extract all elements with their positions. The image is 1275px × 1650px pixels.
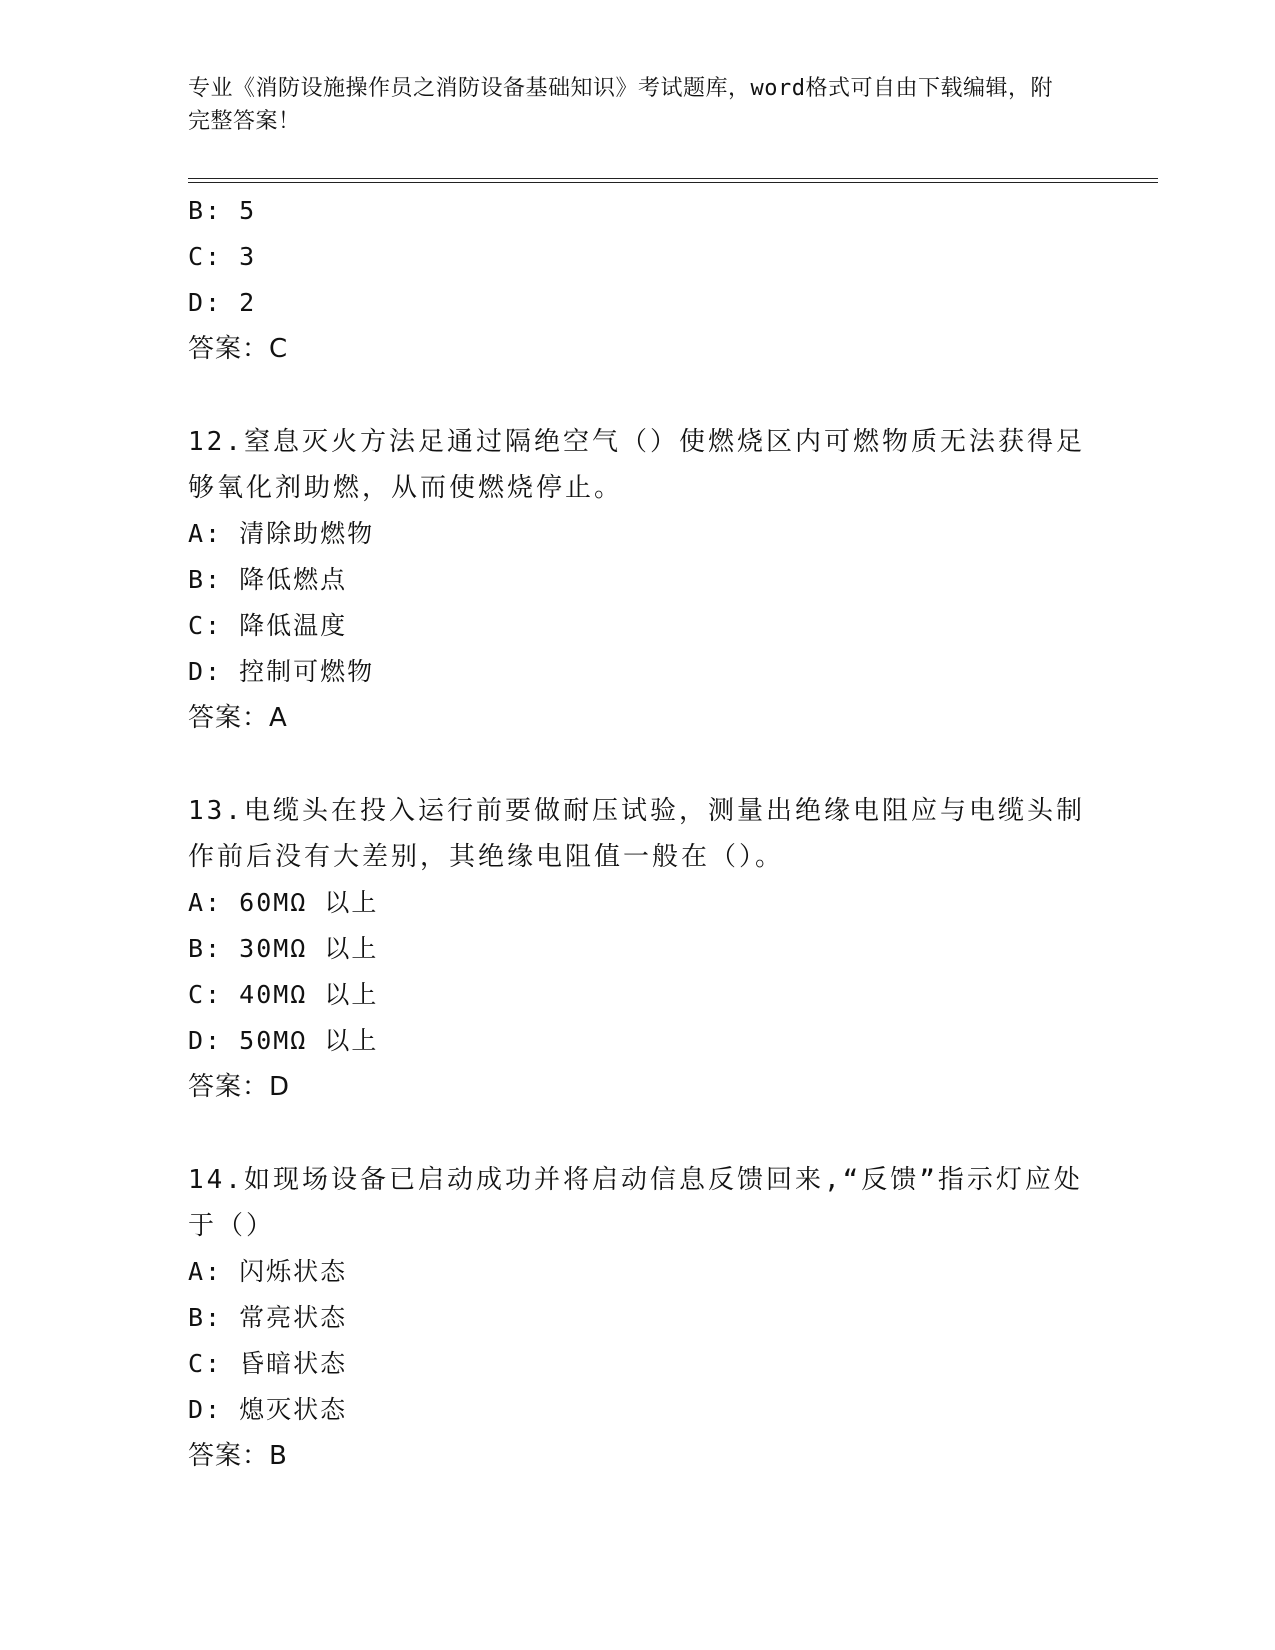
option-a: A: 清除助燃物	[188, 519, 375, 548]
option-c: C: 降低温度	[188, 611, 348, 640]
question-list	[188, 188, 1088, 1479]
question-text: 12.窒息灭火方法足通过隔绝空气（）使燃烧区内可燃物质无法获得足够氧化剂助燃，从而使燃烧停止。	[188, 427, 1085, 503]
question-text: 14.如现场设备已启动成功并将启动信息反馈回来,“反馈”指示灯应处于（）	[188, 1165, 1083, 1241]
option-b: B: 5	[188, 196, 257, 225]
answer-line: 答案：C	[188, 334, 289, 364]
question-14	[188, 1157, 1088, 1479]
answer-line: 答案：A	[188, 703, 288, 733]
page-header-title: 专业《消防设施操作员之消防设备基础知识》考试题库，word格式可自由下载编辑，附完整答案！	[188, 76, 1053, 134]
header-divider	[188, 178, 1158, 183]
option-c: C: 3	[188, 242, 257, 271]
option-d: D: 控制可燃物	[188, 657, 375, 686]
option-b: B: 30MΩ 以上	[188, 934, 379, 963]
question-text: 13.电缆头在投入运行前要做耐压试验，测量出绝缘电阻应与电缆头制作前后没有大差别，其绝缘电阻值一般在（）。	[188, 796, 1085, 872]
option-d: D: 50MΩ 以上	[188, 1026, 379, 1055]
option-b: B: 常亮状态	[188, 1303, 348, 1332]
option-d: D: 2	[188, 288, 257, 317]
option-c: C: 昏暗状态	[188, 1349, 348, 1378]
option-a: A: 闪烁状态	[188, 1257, 348, 1286]
option-b: B: 降低燃点	[188, 565, 348, 594]
question-12	[188, 419, 1088, 741]
option-c: C: 40MΩ 以上	[188, 980, 379, 1009]
answer-line: 答案：D	[188, 1072, 291, 1102]
question-13	[188, 788, 1088, 1110]
question-11-partial	[188, 188, 1088, 372]
answer-line: 答案：B	[188, 1441, 288, 1471]
option-a: A: 60MΩ 以上	[188, 888, 379, 917]
option-d: D: 熄灭状态	[188, 1395, 348, 1424]
